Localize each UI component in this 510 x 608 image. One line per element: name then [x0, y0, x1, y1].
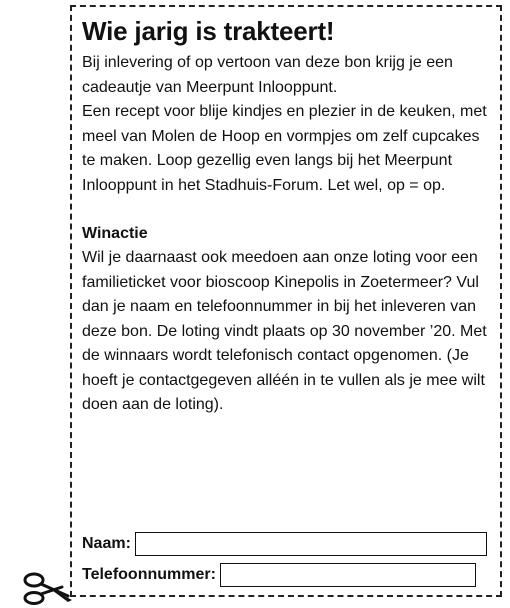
- name-field[interactable]: [135, 532, 487, 556]
- phone-row: [82, 561, 496, 589]
- phone-field[interactable]: [220, 563, 476, 587]
- coupon-title: Wie jarig is trakteert!: [82, 16, 335, 46]
- coupon-content: [82, 15, 494, 418]
- contest-heading: Winactie: [82, 225, 148, 242]
- contest-text: Wil je daarnaast ook meedoen aan onze loting voor een familieticket voor bioscoop Kinepolis in Zoetermeer? Vul dan je naam en telefoonnummer in bij het inleveren van deze bon. De loting vindt plaats op 30 november ’20. Met de winnaars wordt telefonisch contact opgenomen. (Je hoeft je contactgegeven alléén in te vullen als je mee wilt doen aan de loting).: [82, 249, 487, 413]
- name-label: Naam:: [82, 535, 131, 552]
- spacer: [82, 198, 494, 222]
- phone-label: Telefoonnummer:: [82, 566, 216, 583]
- name-row: [82, 530, 496, 558]
- coupon-border: [70, 5, 502, 597]
- coupon-body: Een recept voor blije kindjes en plezier in de keuken, met meel van Molen de Hoop en vormpjes om zelf cupcakes te maken. Loop gezellig even langs bij het Meerpunt Inlooppunt in het Stadhuis-Forum. Let wel, op = op.: [82, 103, 487, 194]
- entry-form: [82, 530, 496, 592]
- coupon-intro: Bij inlevering of op vertoon van deze bon krijg je een cadeautje van Meerpunt Inlooppunt.: [82, 54, 453, 96]
- scissors-icon: [22, 570, 74, 606]
